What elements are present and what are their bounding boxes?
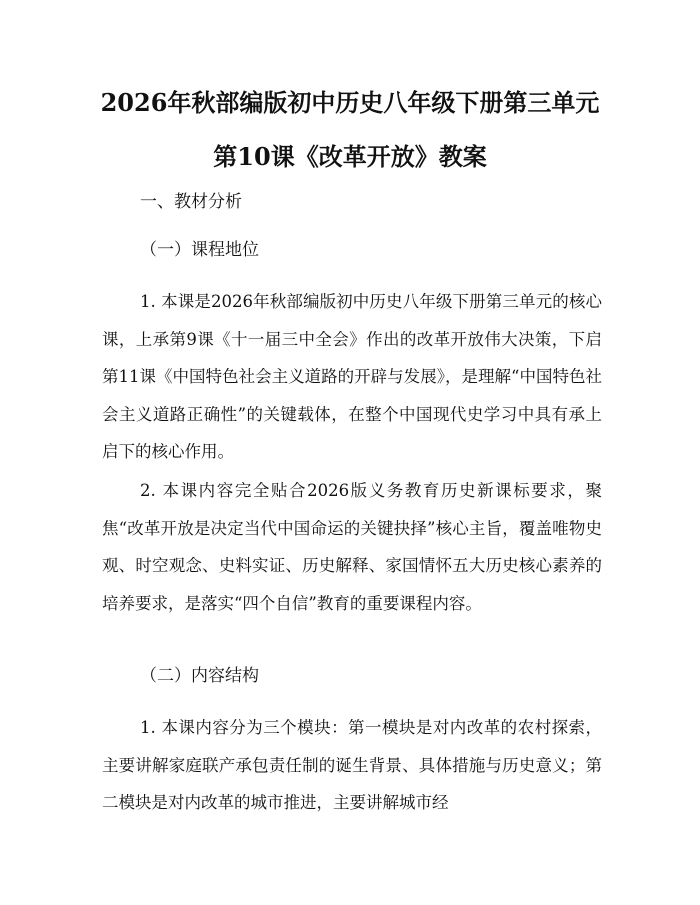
paragraph-course-status-2: 2. 本课内容完全贴合2026版义务教育历史新课标要求，聚焦“改革开放是决定当代中国命运的关键抉择”核心主旨，覆盖唯物史观、时空观念、史料实证、历史解释、家国情怀五大历史核心素养的培养要求，是落实“四个自信”教育的重要课程内容。 [102,481,602,613]
section-heading-textbook-analysis: 一、教材分析 [140,192,242,212]
subsection-heading-course-status: （一）课程地位 [140,240,259,260]
subsection-heading-content-structure: （二）内容结构 [140,666,259,686]
paragraph-content-structure-1: 1. 本课内容分为三个模块：第一模块是对内改革的农村探索，主要讲解家庭联产承包责任制的诞生背景、具体措施与历史意义；第二模块是对内改革的城市推进，主要讲解城市经 [102,718,602,812]
document-title: 2026年秋部编版初中历史八年级下册第三单元第10课《改革开放》教案 [100,88,600,171]
paragraph-course-status-1: 1. 本课是2026年秋部编版初中历史八年级下册第三单元的核心课，上承第9课《十一届三中全会》作出的改革开放伟大决策，下启第11课《中国特色社会主义道路的开辟与发展》，是理解“中国特色社会主义道路正确性”的关键载体，在整个中国现代史学习中具有承上启下的核心作用。 [102,292,602,461]
